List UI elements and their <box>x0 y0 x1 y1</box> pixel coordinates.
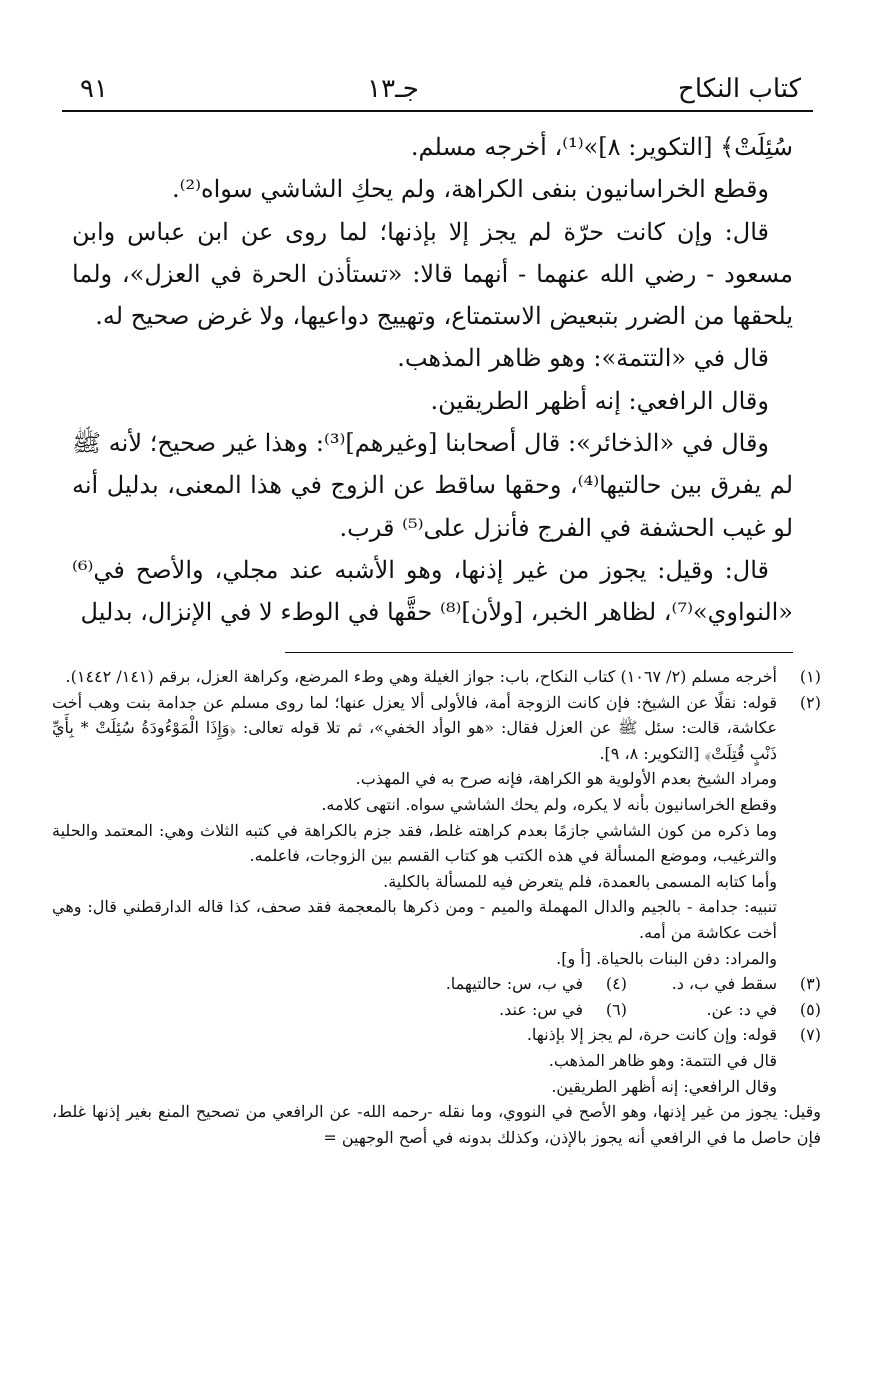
paragraph-1: سُئِلَتْ﴾ [التكوير: ٨]»⁽¹⁾، أخرجه مسلم. <box>410 133 793 161</box>
running-header <box>80 60 801 104</box>
paragraph-4: قال في «التتمة»: وهو ظاهر المذهب. <box>397 344 769 373</box>
footnote-line: وما ذكره من كون الشاشي جازمًا بعدم كراهته غلط، فقد جزم بالكراهة في كتبه الثلاث وهي: المعتمد والحلية والترغيب، وموضع المسألة في هذه الكتب هو كتاب القسم بين الزوجات، فاعلمه. <box>52 820 778 866</box>
paragraph-6: وقال في «الذخائر»: قال أصحابنا [وغيرهم]⁽³⁾: وهذا غير صحيح؛ لأنه ﷺ لم يفرق بين حالتيها⁽⁴⁾، وحقها ساقط عن الزوج في هذا المعنى، بدليل أنه لو غيب الحشفة في الفرج فأنزل على⁽⁵⁾ قرب. <box>72 429 794 542</box>
footnote-7-continuation: وقيل: يجوز من غير إذنها، وهو الأصح في النووي، وما نقله -رحمه الله- عن الرافعي من تصحيح المنع بغير إذنها غلط، فإن حاصل ما في الرافعي أنه يجوز بالإذن، وكذلك بدونه في أصح الوجهين = <box>52 1102 821 1147</box>
footnote-number: (٢) <box>799 692 821 712</box>
footnote-3 <box>627 971 821 997</box>
footnote-6 <box>433 997 627 1023</box>
footnote-number: (٣) <box>799 974 821 994</box>
footnote-2 <box>52 690 821 972</box>
footnote-line: والمراد: دفن البنات بالحياة. [أ و]. <box>556 948 777 968</box>
footnote-number: (٦) <box>605 999 627 1019</box>
footnote-line: قوله: وإن كانت حرة، لم يجز إلا بإذنها. <box>526 1025 777 1045</box>
footnotes-3-4 <box>52 971 821 997</box>
header-volume: جـ١٣ <box>367 74 419 104</box>
footnote-number: (٥) <box>799 999 821 1019</box>
footnote-text: في د: عن. <box>706 999 777 1019</box>
footnote-number: (٧) <box>799 1025 821 1045</box>
paragraph-7: قال: وقيل: يجوز من غير إذنها، وهو الأشبه عند مجلي، والأصح في⁽⁶⁾ «النواوي»⁽⁷⁾، لظاهر الخبر، [ولأن]⁽⁸⁾ حقَّها في الوطء لا في الإنزال، بدليل <box>72 555 793 627</box>
footnotes-5-6 <box>52 997 821 1023</box>
footnote-text: في س: عند. <box>499 999 583 1019</box>
header-rule <box>62 110 813 112</box>
footnote-line: تنبيه: جدامة - بالجيم والدال المهملة والميم - ومن ذكرها بالمعجمة فقد صحف، كذا قاله الدارقطني قال: وهي أخت عكاشة من أمه. <box>52 897 777 942</box>
footnote-7 <box>52 1022 821 1099</box>
paragraph-5: وقال الرافعي: إنه أظهر الطريقين. <box>430 386 769 415</box>
footnote-number: (٤) <box>605 974 627 994</box>
footnote-4 <box>433 971 627 997</box>
footnote-5 <box>627 997 821 1023</box>
main-text <box>72 126 793 634</box>
footnote-line: قوله: نقلًا عن الشيخ: فإن كانت الزوجة أمة، فالأولى ألا يعزل عنها؛ لما روى مسلم عن جدامة بنت وهب أخت عكاشة، قالت: سئل ﷺ عن العزل فقال: «هو الوأد الخفي»، ثم تلا قوله تعالى: ﴿وَإِذَا الْمَوْءُودَةُ سُئِلَتْ * بِأَيِّ ذَنْبٍ قُتِلَتْ﴾ [التكوير: ٨، ٩]. <box>52 692 777 763</box>
footnote-line: وأما كتابه المسمى بالعمدة، فلم يتعرض فيه للمسألة بالكلية. <box>383 871 777 891</box>
footnote-line: قال في التتمة: وهو ظاهر المذهب. <box>548 1050 777 1070</box>
footnote-1 <box>52 664 821 690</box>
page-number: ٩١ <box>80 74 108 104</box>
footnote-text: سقط في ب، د. <box>671 974 777 994</box>
paragraph-2: وقطع الخراسانيون بنفى الكراهة، ولم يحكِ الشاشي سواه⁽²⁾. <box>171 175 769 204</box>
footnote-number: (١) <box>799 667 821 686</box>
header-title: كتاب النكاح <box>678 74 801 104</box>
footnote-text: في ب، س: حالتيهما. <box>445 974 583 994</box>
footnotes <box>52 664 821 1150</box>
footnote-line: أخرجه مسلم (٢/ ١٠٦٧) كتاب النكاح، باب: جواز الغيلة وهي وطء المرضع، وكراهة العزل، برقم (١٤١/ ١٤٤٢). <box>65 667 777 686</box>
footnote-line: وقال الرافعي: إنه أظهر الطريقين. <box>551 1076 777 1096</box>
footnote-line: ومراد الشيخ بعدم الأولوية هو الكراهة، فإنه صرح به في المهذب. <box>355 769 777 789</box>
footnote-rule <box>285 652 793 653</box>
footnote-line: وقطع الخراسانيون بأنه لا يكره، ولم يحك الشاشي سواه. انتهى كلامه. <box>321 794 777 814</box>
paragraph-3: قال: وإن كانت حرّة لم يجز إلا بإذنها؛ لما روى عن ابن عباس وابن مسعود - رضي الله عنهما - أنهما قالا: «تستأذن الحرة في العزل»، ولما يلحقها من الضرر بتبعيض الاستمتاع، وتهييج دواعيها، ولا غرض صحيح له. <box>72 217 793 331</box>
